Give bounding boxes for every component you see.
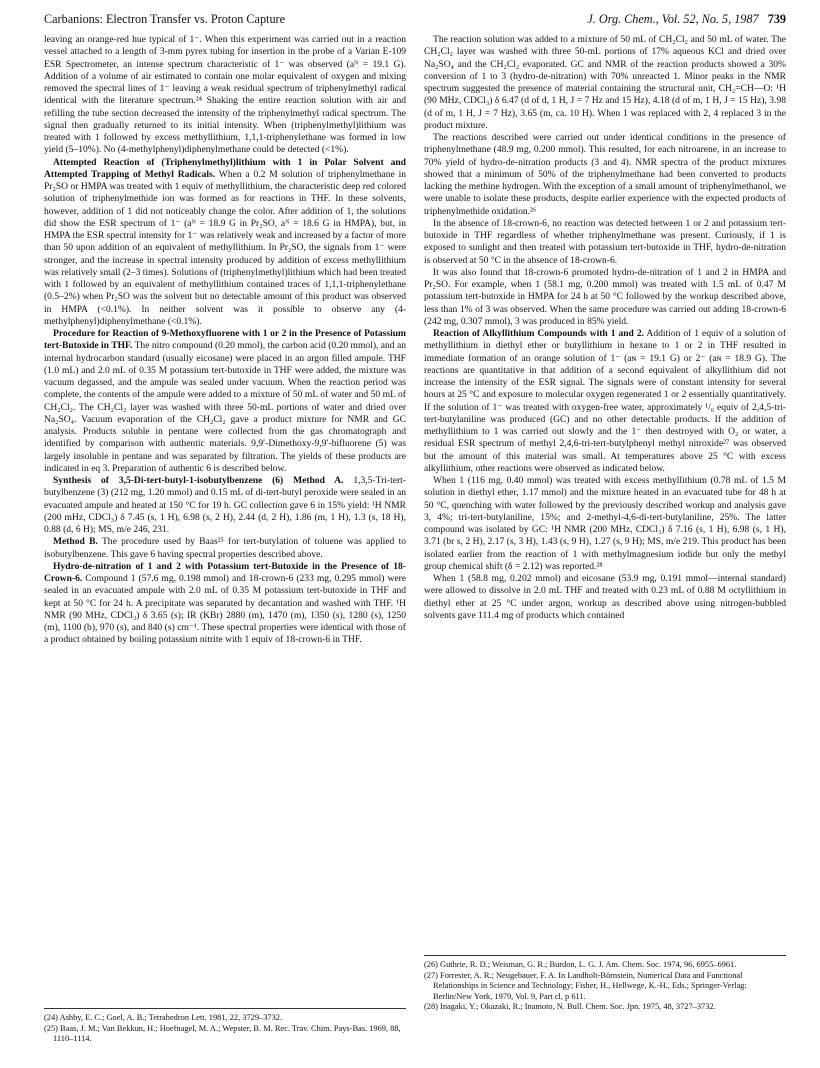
section-heading: Reaction of Alkyllithium Compounds with 1 and 2. — [433, 328, 644, 339]
paragraph-text: The reactions described were carried out under identical conditions in the presence of triphenylmethane (48.9 mg, 0.200 mmol). This resulted, for each nitroarene, in an increase to 70% yield of hydro-de-nitration products (3 and 4). NMR spectra of the product mixtures showed that a minimum of 50% of the triphenylmethane had been converted to products lacking the methine hydrogen. With the exception of a small amount of triphenylmethanol, we were unable to isolate these products, despite earlier experience with the expected products of triphenylmethide oxidation.²⁶ — [424, 132, 786, 217]
paragraph-text: When 1 (58.8 mg, 0.202 mmol) and eicosane (53.9 mg, 0.191 mmol—internal standard) were allowed to dissolve in 2.0 mL THF and treated with 0.23 mL of 0.88 M octyllithium in diethyl ether at 25 °C under argon, workup as described above using nitrogen-bubbled solvents gave 111.4 mg of products which contained — [424, 573, 786, 621]
paragraph-text: When 1 (116 mg, 0.40 mmol) was treated with excess methyllithium (0.78 mL of 1.5 M solution in diethyl ether, 1.17 mmol) and the mixture heated in an evacuated tube for 48 h at 50 °C, quenching with water followed by the previously described workup and analysis gave 3, 4%; tri-tert-butylaniline, 15%; and 2-methyl-4,6-di-tert-butylaniline, 25%. The latter compound was isolated by GC: ¹H NMR (200 MHz, CDCl₃) δ 7.16 (s, 1 H), 6.98 (s, 1 H), 3.71 (br s, 2 H), 2.17 (s, 3 H), 1.43 (s, 9 H), 1.27 (s, 9 H); MS, m/e 219. This product has been isolated earlier from the reaction of 1 with methylmagnesium iodide but only the methyl group chemical shift (δ = 2.12) was reported.²⁸ — [424, 475, 786, 572]
paragraph — [424, 34, 786, 132]
paragraph-text: When a 0.2 M solution of triphenylmethane in Pr₂SO or HMPA was treated with 1 equiv of methyllithium, the characteristic deep red colored solution of triphenylmethide ion was formed as for reactions in THF. In these solvents, however, addition of 1 did not noticeably change the color. After addition of 1, the solutions did show the ESR spectrum of 1⁻ (aᴺ = 18.9 G in Pr₂SO, aᴺ = 18.6 G in HMPA), but, in HMPA the ESR spectral intensity for 1⁻ was relatively weak and increased by a factor of more than 50 upon addition of an equivalent of methyllithium. In Pr₂SO, the signals from 1⁻ were stronger, and the increase in spectral intensity produced by addition of excess methyllithium was relatively small (2–3 times). Solutions of (triphenylmethyl)lithium which had been treated with 1 followed by an equivalent of methyllithium contained traces of 1,1,1-triphenylethane (0.5–2%) when Pr₂SO was the solvent but no detectable amount of this product was observed in HMPA (<0.1%). In neither solvent was it possible to observe any (4-methylphenyl)diphenylmethane (<0.1%). — [44, 168, 407, 327]
paragraph-text: The reaction solution was added to a mixture of 50 mL of CH₂Cl₂ and 50 mL of water. The CH₂Cl₂ layer was washed with three 50-mL portions of 17% aqueous KCl and dried over Na₂SO₄ and the CH₂Cl₂ evaporated. GC and NMR of the reaction products showed a 30% conversion of 1 to 3 (hydro-de-nitration) with 70% unreacted 1. Minor peaks in the NMR spectrum suggested the presence of material containing the structural unit, CH₂=CH—O: ¹H (90 MHz, CDCl₃) δ 6.47 (d of d, 1 H, J = 7 Hz and 15 Hz), 4.18 (d of m, 1 H, J = 15 Hz), 3.98 (d of m, 1 H, J = 7 Hz), 3.65 (m, ca. 10 H). When 1 was replaced with 2, 4 replaced 3 in the product mixture. — [424, 34, 786, 131]
footnotes-left — [44, 1008, 406, 1045]
footnote: (25) Baas, J. M.; Van Bekkun, H.; Hoefnagel, M. A.; Wepster, B. M. Rec. Trav. Chim. Pays-Bas. 1969, 88, 1110–1114. — [44, 1023, 401, 1044]
footnote: (27) Forrester, A. R.; Neugebauer, F. A. In Landholt-Börnstein, Numerical Data and Functional Relationships in Science and Technology; Fisher, H., Hellwege, K.-H., Eds.; Springer-Verlag: Berlin/New York, 1979, Vol. 9, Part cl, p 611. — [424, 970, 747, 1001]
paragraph-text: It was also found that 18-crown-6 promoted hydro-de-nitration of 1 and 2 in HMPA and Pr₂SO. For example, when 1 (58.1 mg, 0.200 mmol) was treated with 1.5 mL of 0.47 M potassium tert-butoxide in HMPA for 24 h at 50 °C followed by the workup described above, less than 1% of 3 was observed. When the same procedure was carried out adding 18-crown-6 (242 mg, 0.307 mmol), 3 was produced in 85% yield. — [424, 266, 786, 327]
paragraph-text: Compound 1 (57.6 mg, 0.198 mmol) and 18-crown-6 (233 mg, 0.295 mmol) were sealed in an evacuated ampule with 2.0 mL of 0.35 M potassium tert-butoxide in THF and kept at 50 °C for 24 h. A precipitate was separated by decantation and washed with THF. ¹H NMR (90 MHz, CDCl₃) δ 3.65 (s); IR (KBr) 2880 (m), 1470 (m), 1350 (s), 1280 (s), 1250 (m), 1100 (b), 970 (s), and 840 (s) cm⁻¹. These spectral properties were identical with those of a product obtained by boiling potassium nitrite with 1 equiv of 18-crown-6 in THF. — [44, 573, 406, 646]
paragraph — [44, 561, 406, 647]
right-column — [424, 34, 786, 622]
footnote: (24) Ashby, E. C.; Goel, A. B.; Tetrahedron Lett. 1981, 22, 3729–3732. — [44, 1013, 283, 1022]
running-header — [44, 12, 786, 30]
paragraph-text: In the absence of 18-crown-6, no reaction was detected between 1 or 2 and potassium tert-butoxide in THF regardless of whether triphenylmethane was present. Curiously, if 1 is exposed to sunlight and then treated with potassium tert-butoxide in THF, hydro-de-nitration is observed at 50 °C in the absence of 18-crown-6. — [424, 217, 786, 266]
journal-name: J. Org. Chem., Vol. 52, No. 5, 1987 — [587, 12, 759, 26]
paragraph — [44, 536, 406, 561]
section-heading: Procedure for Reaction of 9-Methoxyfluorene with 1 or 2 in the Presence of Potassium tert-Butoxide in THF. — [44, 328, 406, 352]
paragraph — [424, 328, 786, 475]
journal-citation — [587, 12, 786, 27]
paragraph — [424, 573, 786, 622]
paragraph-text: leaving an orange-red hue typical of 1⁻. When this experiment was carried out in a reaction vessel attached to a length of 3-mm pyrex tubing for insertion in the probe of a Varian E-109 ESR Spectrometer, an intense spectrum characteristic of 1⁻ was observed (aᴺ = 19.1 G). Addition of a volume of air estimated to contain one molar equivalent of oxygen and mixing removed the spectral lines of 1⁻ leaving a weak residual spectrum of triphenylmethyl radical identical with the literature spectrum.²⁴ Shaking the entire reaction solution with air and refilling the tube section decreased the intensity of the triphenylmethyl radical spectrum. The signal then gradually returned to its initial intensity. When (triphenylmethyl)lithium was treated with 1 followed by excess methyllithium, 1,1,1-triphenylethane was formed in low yield (5–10%). No (4-methylphenyl)diphenylmethane could be detected (<1%). — [44, 34, 406, 156]
footnote: (26) Guthrie, R. D.; Weisman, G. R.; Burdon, L. G. J. Am. Chem. Soc. 1974, 96, 6955–6961. — [424, 960, 737, 969]
paragraph — [44, 34, 406, 157]
section-heading: Hydro-de-nitration of 1 and 2 with Potassium tert-Butoxide in the Presence of 18-Crown-6. — [44, 560, 406, 584]
paragraph — [424, 267, 786, 328]
left-column — [44, 34, 406, 647]
paragraph-text: Addition of 1 equiv of a solution of methyllithium in diethyl ether or butyllithium in hexane to 1 or 2 in THF resulted in immediate formation of an orange solution of 1⁻ (aɴ = 19.1 G) or 2⁻ (aɴ = 18.9 G). The reactions are quantitative in that addition of a second equivalent of alkyllithium did not increase the intensity of the ESR signal. The signals were of constant intensity for several hours at 25 °C and exposure to molecular oxygen regenerated 1 or 2 essentially quantitatively. If the solution of 1⁻ was treated with oxygen-free water, approximately ¹/₆ equiv of 2,4,5-tri-tert-butylaniline was produced (GC) and no other detectable products. If the addition of methyllithium to 1 was carried out slowly and the 1⁻ then destroyed with O₂ or water, a residual ESR spectrum of methyl 2,4,6-tri-tert-butylphenyl methyl nitroxide²⁷ was observed but the amount of this material was small. At temperatures above 25 °C with excess alkyllithium, other reactions were observed as indicated below. — [424, 328, 787, 474]
paragraph — [424, 132, 786, 218]
paragraph-text: The nitro compound (0.20 mmol), the carbon acid (0.20 mmol), and an internal hydrocarbon standard (usually eicosane) were placed in an argon filled ampule. THF (1.0 mL) and 2.0 mL of 0.35 M potassium tert-butoxide in THF were added, the mixture was vacuum degassed, and the ampule was sealed under vacuum. When the reaction period was complete, the contents of the ampule were added to a mixture of 50 mL of water and 50 mL of CH₂Cl₂. The CH₂Cl₂ layer was washed with three 50-mL portions of water and dried over Na₂SO₄. Vacuum evaporation of the CH₂Cl₂ gave a product mixture for NMR and GC analysis. Products soluble in pentane were collected from the gas chromatograph and identified by comparison with authentic materials. 9,9′-Dimethoxy-9,9′-bifluorene (5) was largely insoluble in pentane and was separated by filtration. The yields of these products are indicated in eq 3. Preparation of authentic 6 is described below. — [44, 340, 406, 474]
footnote: (28) Inagaki, Y.; Okazaki, R.; Inamoto, N. Bull. Chem. Soc. Jpn. 1975, 48, 3727–3732. — [424, 1002, 716, 1012]
footnote-rule — [44, 1008, 406, 1009]
running-title: Carbanions: Electron Transfer vs. Proton Capture — [44, 12, 286, 26]
section-heading: Method B. — [53, 536, 98, 548]
paragraph — [44, 475, 406, 536]
paragraph — [424, 218, 786, 267]
paragraph — [44, 157, 406, 329]
page-number: 739 — [767, 12, 786, 26]
footnote-rule — [424, 955, 786, 956]
paragraph-text: 1,3,5-Tri-tert-butylbenzene (3) (212 mg, 1.20 mmol) and 0.15 mL of di-tert-butyl peroxide were sealed in an evacuated ampule and heated at 150 °C for 19 h. GC collection gave 6 in 15% yield: ¹H NMR (200 mHz, CDCl₃) δ 7.45 (s, 1 H), 6.98 (s, 2 H), 2.44 (d, 2 H), 1.86 (m, 1 H), 1.3 (s, 18 H), 0.88 (d, 6 H); MS, m/e 246, 231. — [44, 475, 406, 535]
section-heading: Attempted Reaction of (Triphenylmethyl)lithium with 1 in Polar Solvent and Attempted Trapping of Methyl Radicals. — [44, 156, 406, 180]
paragraph — [44, 328, 406, 475]
paragraph-text: The procedure used by Baas²⁵ for tert-butylation of toluene was applied to isobutylbenzene. This gave 6 having spectral properties described above. — [44, 536, 406, 560]
section-heading: Synthesis of 3,5-Di-tert-butyl-1-isobutylbenzene (6) Method A. — [53, 475, 344, 486]
paragraph — [424, 475, 786, 573]
footnotes-right — [424, 955, 786, 1013]
